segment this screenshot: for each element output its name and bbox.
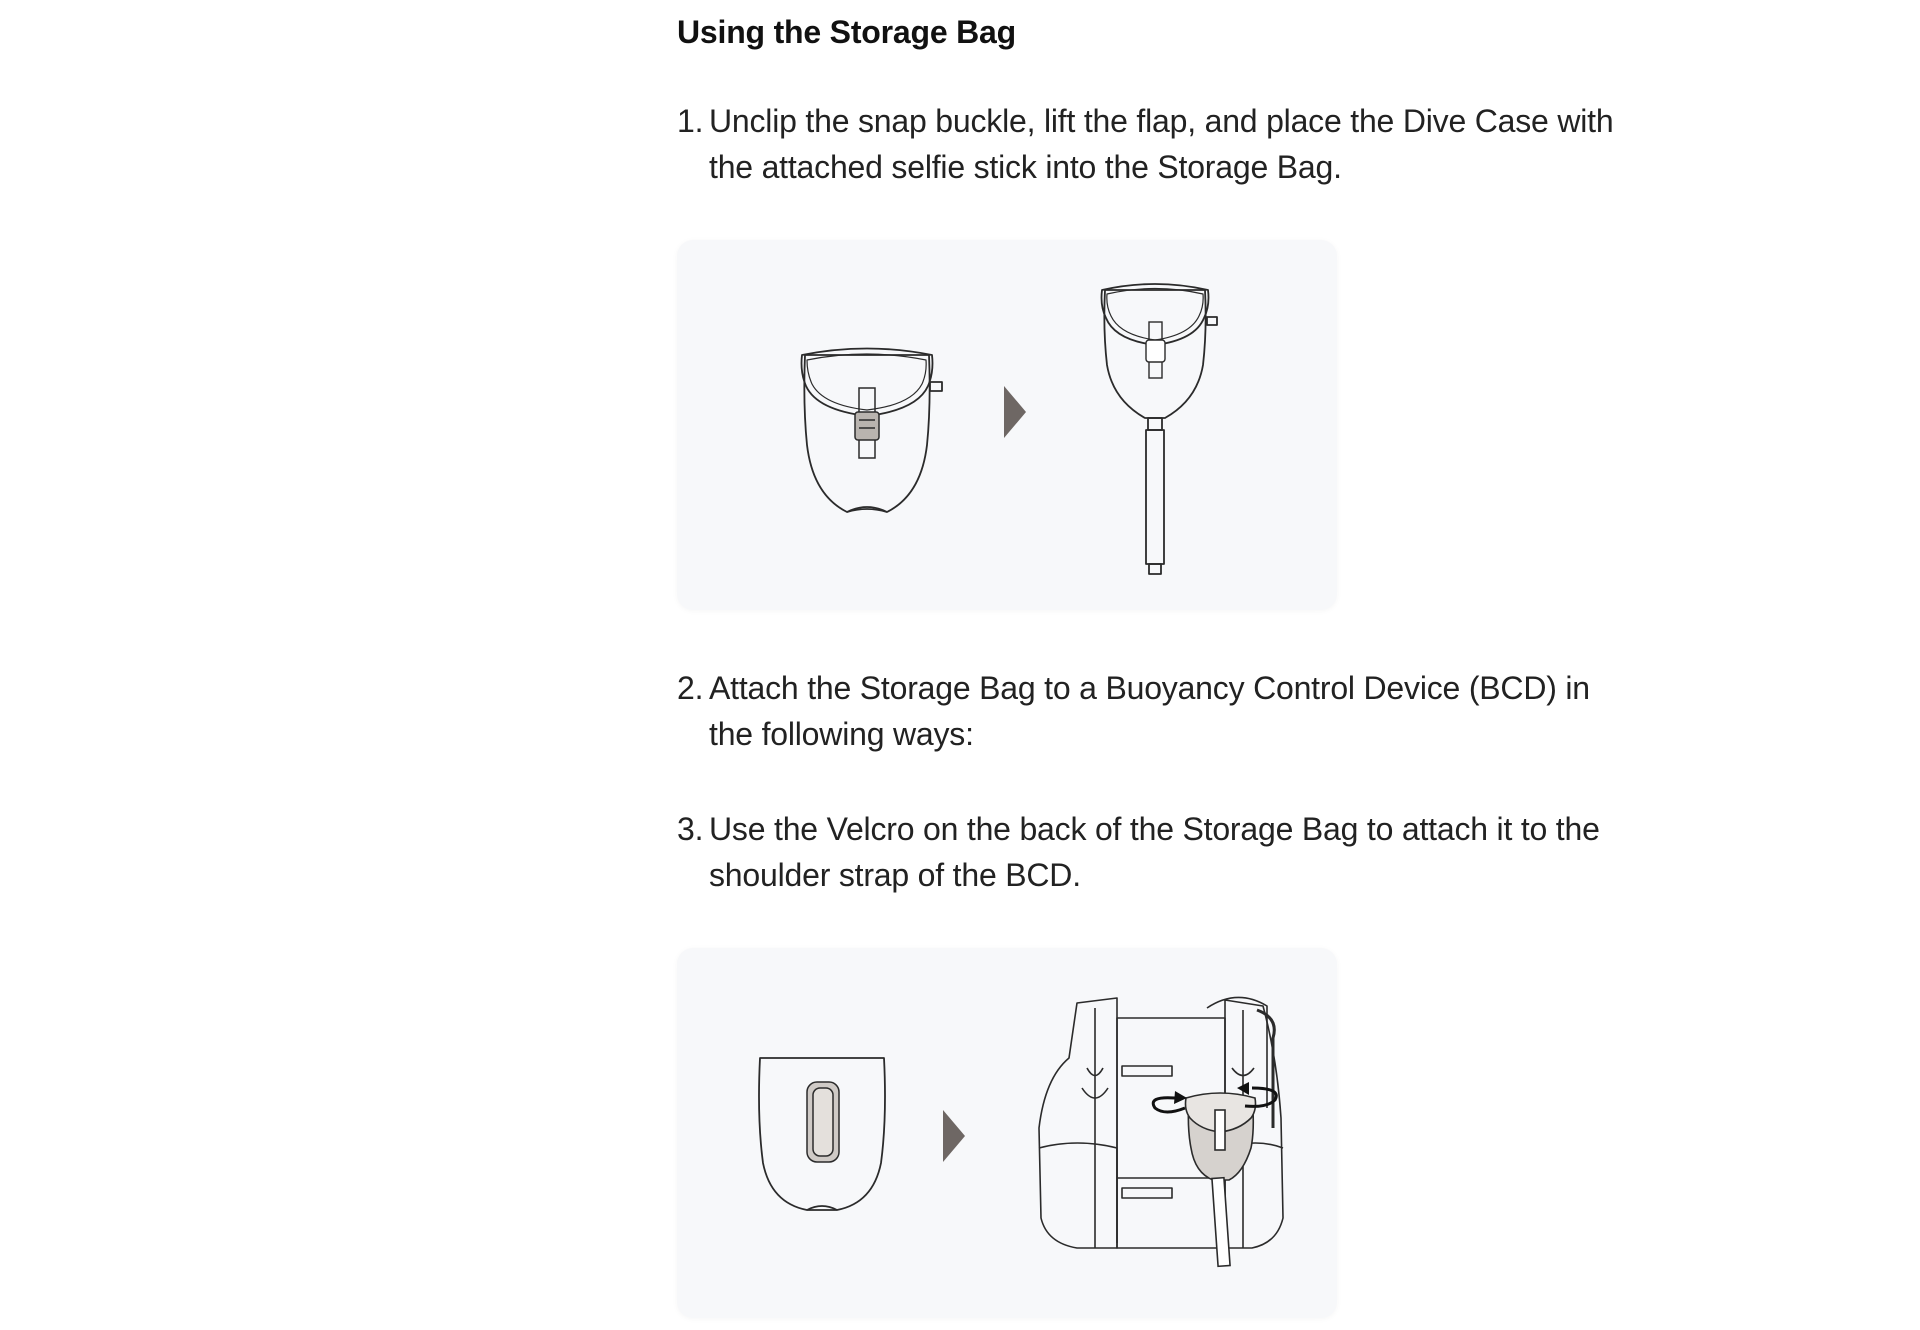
- step-text: Use the Velcro on the back of the Storage Bag to attach it to the shoulder strap of the BCD.: [709, 811, 1600, 893]
- step-text: Attach the Storage Bag to a Buoyancy Control Device (BCD) in the following ways:: [709, 670, 1590, 752]
- snap-buckle-icon: [855, 388, 879, 458]
- bcd-illustration: [677, 948, 1337, 1318]
- figure-bcd-attachment: [677, 948, 1337, 1318]
- section-title: Using the Storage Bag: [677, 14, 1016, 50]
- step-number: 3.: [677, 811, 704, 847]
- next-arrow-icon: [1004, 386, 1026, 438]
- next-arrow-icon: [943, 1110, 965, 1162]
- figure-bag-and-stick: [677, 240, 1337, 610]
- bag-illustration: [677, 240, 1337, 610]
- step-number: 2.: [677, 670, 704, 706]
- step-number: 1.: [677, 103, 704, 139]
- velcro-icon: [807, 1082, 839, 1162]
- step-2: [677, 665, 1617, 757]
- attached-bag-icon: [1186, 1093, 1256, 1266]
- step-3: [677, 806, 1617, 898]
- step-text: Unclip the snap buckle, lift the flap, and place the Dive Case with the attached selfie stick into the Storage Bag.: [709, 103, 1614, 185]
- step-1: [677, 98, 1617, 190]
